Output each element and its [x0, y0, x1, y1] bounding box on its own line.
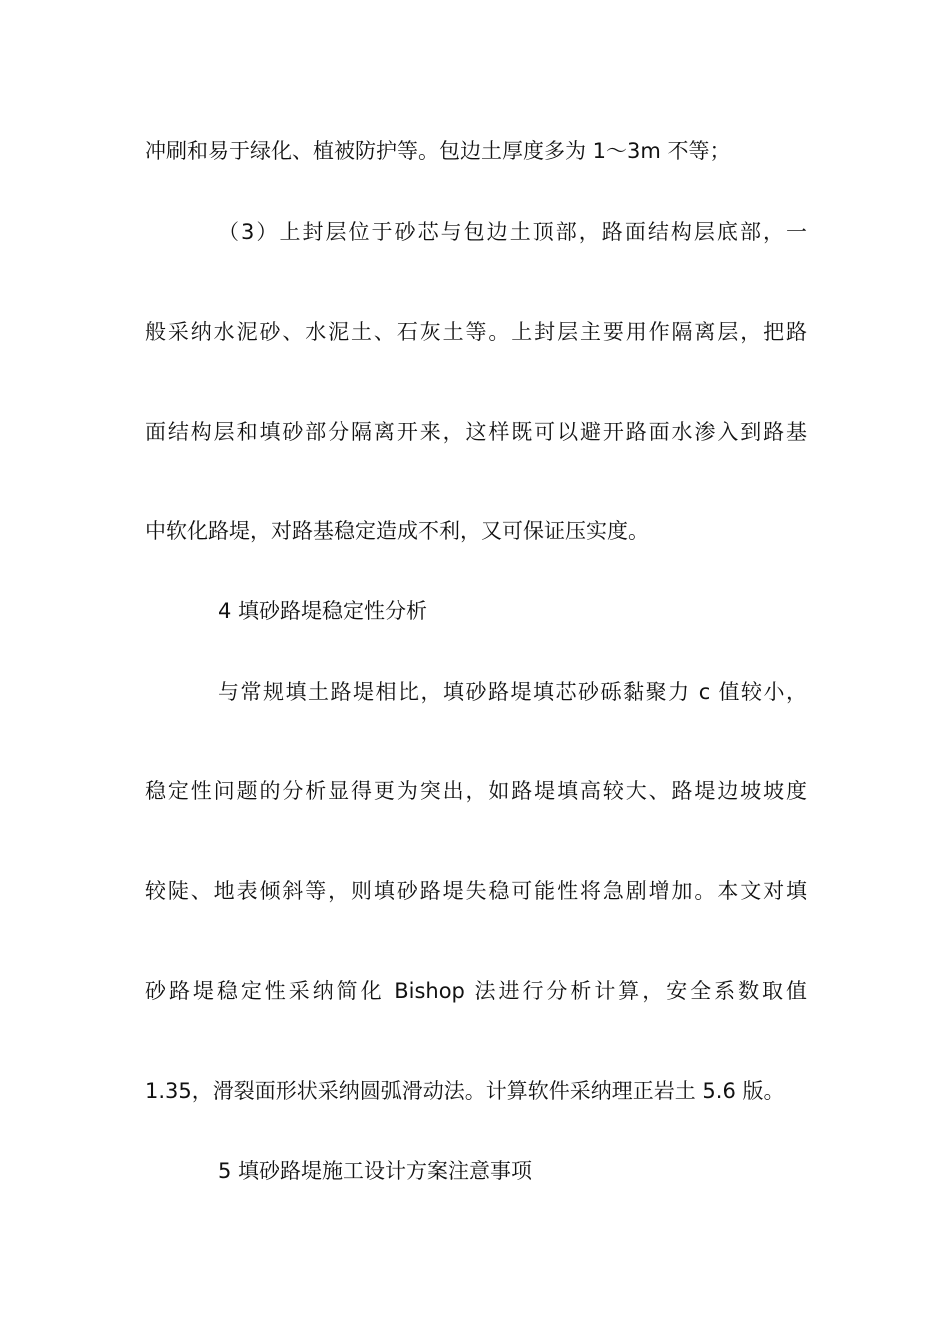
paragraph-line-8: 较陡、地表倾斜等，则填砂路堤失稳可能性将急剧增加。本文对填 [145, 879, 807, 903]
paragraph-line-2: （3）上封层位于砂芯与包边土顶部，路面结构层底部，一 [218, 220, 807, 244]
paragraph-line-5: 中软化路堤，对路基稳定造成不利，又可保证压实度。 [145, 519, 649, 543]
paragraph-line-10: 1.35，滑裂面形状采纳圆弧滑动法。计算软件采纳理正岩土 5.6 版。 [145, 1079, 785, 1103]
section-heading-4: 4 填砂路堤稳定性分析 [218, 599, 428, 623]
paragraph-line-1: 冲刷和易于绿化、植被防护等。包边土厚度多为 1～3m 不等； [145, 139, 731, 163]
paragraph-line-7: 稳定性问题的分析显得更为突出，如路堤填高较大、路堤边坡坡度 [145, 779, 807, 803]
paragraph-line-4: 面结构层和填砂部分隔离开来，这样既可以避开路面水渗入到路基 [145, 420, 807, 444]
section-heading-5: 5 填砂路堤施工设计方案注意事项 [218, 1159, 533, 1183]
paragraph-line-3: 般采纳水泥砂、水泥土、石灰土等。上封层主要用作隔离层，把路 [145, 320, 807, 344]
paragraph-line-6: 与常规填土路堤相比，填砂路堤填芯砂砾黏聚力 c 值较小， [218, 680, 807, 704]
paragraph-line-9: 砂路堤稳定性采纳简化 Bishop 法进行分析计算，安全系数取值 [145, 979, 807, 1003]
